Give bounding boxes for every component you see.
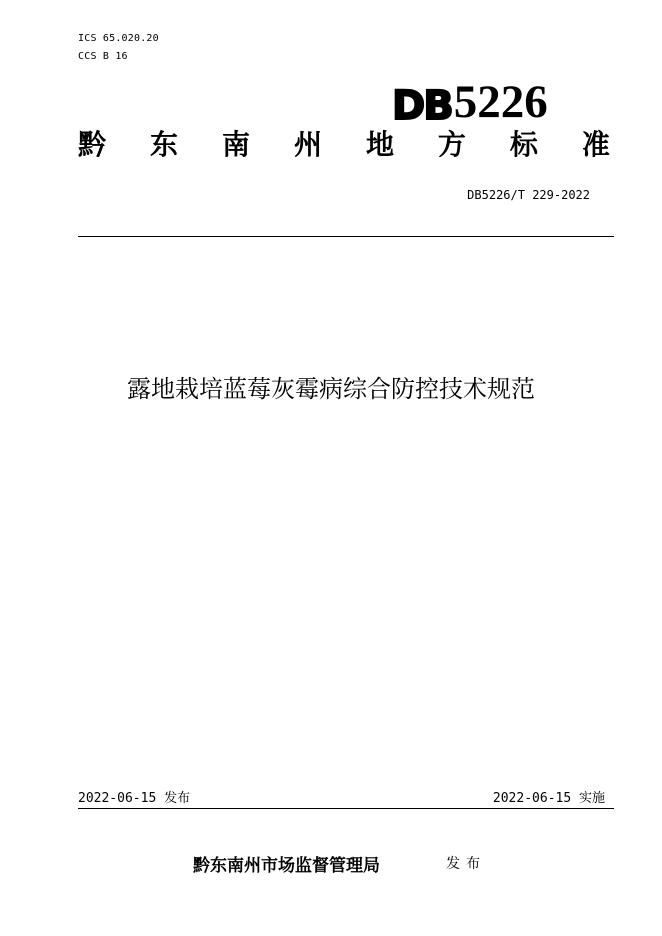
standard-type-char: 东 [149, 128, 178, 161]
standard-code: DB5226/T 229-2022 [467, 188, 590, 202]
ccs-code: CCS B 16 [78, 51, 128, 62]
issue-label: 发布 [446, 856, 486, 872]
standard-type-char: 地 [365, 128, 394, 161]
publish-date: 2022-06-15 发布 [78, 791, 191, 806]
standard-type-char: 南 [221, 128, 250, 161]
standard-type-char: 黔 [78, 128, 107, 161]
standard-logo [392, 70, 548, 129]
document-title: 露地栽培蓝莓灰霉病综合防控技术规范 [127, 375, 535, 403]
issuing-authority: 黔东南州市场监督管理局 [193, 856, 380, 876]
standard-type-char: 准 [581, 128, 610, 161]
footer-divider [78, 808, 614, 809]
header-divider [78, 236, 614, 237]
logo-number: 5226 [453, 76, 548, 128]
ics-code: ICS 65.020.20 [78, 33, 159, 44]
standard-type-char: 标 [509, 128, 538, 161]
standard-type-char: 方 [437, 128, 466, 161]
logo-letters: DB [392, 83, 452, 129]
standard-type-title [78, 128, 610, 161]
standard-type-char: 州 [293, 128, 322, 161]
implement-date: 2022-06-15 实施 [492, 791, 605, 806]
